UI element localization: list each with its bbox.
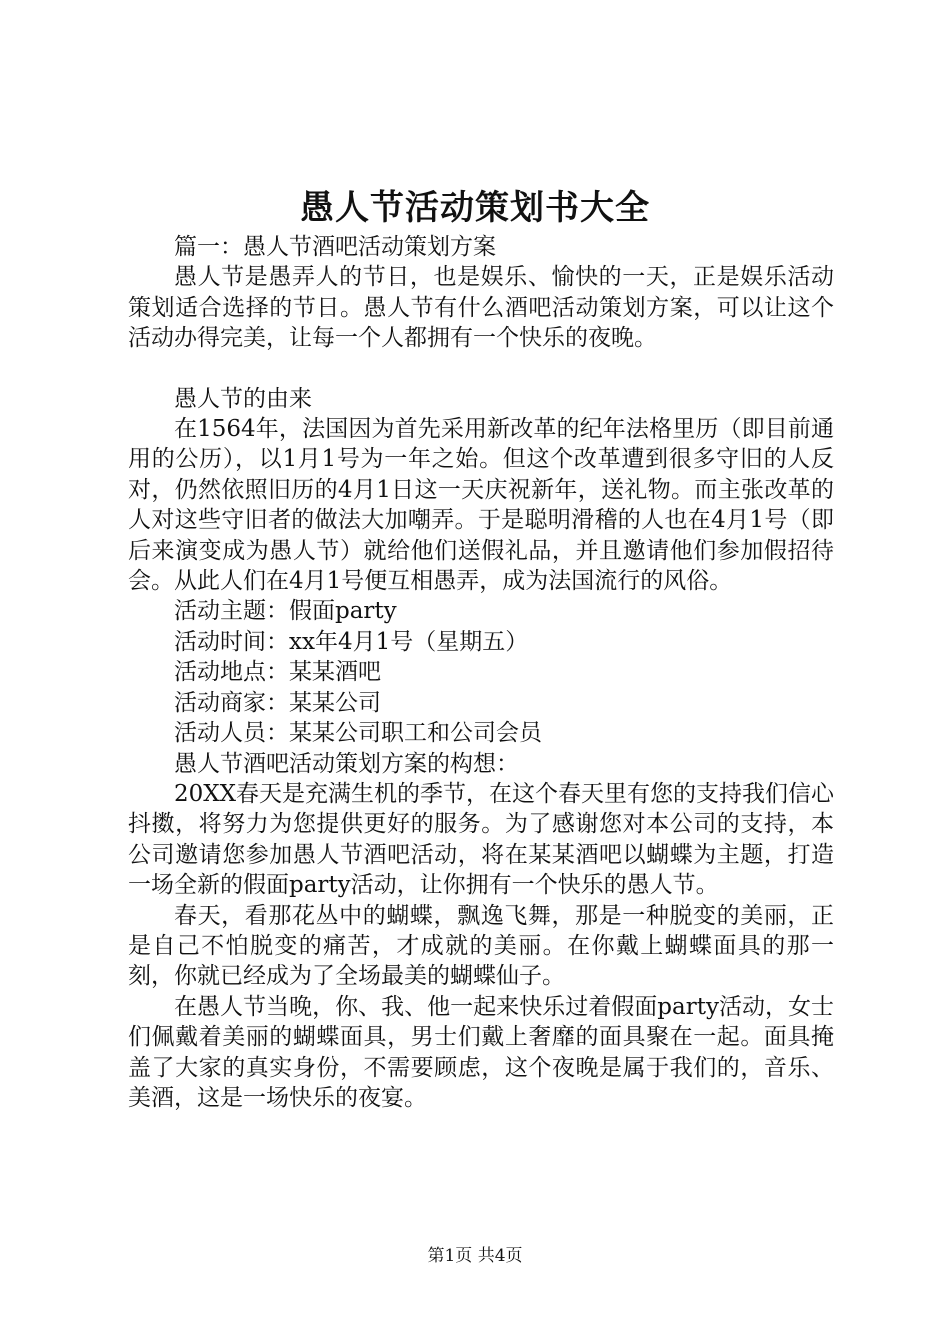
- activity-merchant: 活动商家：某某公司: [174, 689, 381, 716]
- document-body: [128, 232, 834, 1113]
- document-title: 愚人节活动策划书大全: [300, 188, 650, 228]
- subheading: 愚人节的由来: [174, 385, 312, 412]
- paragraph: 春天，看那花丛中的蝴蝶，飘逸飞舞，那是一种脱变的美丽，正是自己不怕脱变的痛苦，才成就的美丽。在你戴上蝴蝶面具的那一刻，你就已经成为了全场最美的蝴蝶仙子。: [128, 902, 834, 990]
- section-heading: 篇一：愚人节酒吧活动策划方案: [174, 234, 496, 260]
- page-footer: 第1页 共4页: [427, 1246, 523, 1266]
- paragraph: 20XX春天是充满生机的季节，在这个春天里有您的支持我们信心抖擞，将努力为您提供更好的服务。为了感谢您对本公司的支持，本公司邀请您参加愚人节酒吧活动，将在某某酒吧以蝴蝶为主题，打造一场全新的假面party活动，让你拥有一个快乐的愚人节。: [128, 780, 835, 899]
- subheading: 愚人节酒吧活动策划方案的构想：: [174, 750, 519, 777]
- paragraph: 在1564年，法国因为首先采用新改革的纪年法格里历（即目前通用的公历），以1月1号为一年之始。但这个改革遭到很多守旧的人反对，仍然依照旧历的4月1日这一天庆祝新年，送礼物。而主张改革的人对这些守旧者的做法大加嘲弄。于是聪明滑稽的人也在4月1号（即后来演变成为愚人节）就给他们送假礼品，并且邀请他们参加假招待会。从此人们在4月1号便互相愚弄，成为法国流行的风俗。: [128, 416, 834, 595]
- paragraph: 在愚人节当晚，你、我、他一起来快乐过着假面party活动，女士们佩戴着美丽的蝴蝶面具，男士们戴上奢靡的面具聚在一起。面具掩盖了大家的真实身份，不需要顾虑，这个夜晚是属于我们的，音乐、美酒，这是一场快乐的夜宴。: [128, 993, 834, 1111]
- activity-location: 活动地点：某某酒吧: [174, 659, 381, 686]
- activity-participants: 活动人员：某某公司职工和公司会员: [174, 720, 542, 747]
- activity-theme: 活动主题：假面party: [174, 598, 397, 625]
- activity-time: 活动时间：xx年4月1号（星期五）: [174, 628, 529, 655]
- paragraph: 愚人节是愚弄人的节日，也是娱乐、愉快的一天，正是娱乐活动策划适合选择的节日。愚人节有什么酒吧活动策划方案，可以让这个活动办得完美，让每一个人都拥有一个快乐的夜晚。: [128, 264, 834, 352]
